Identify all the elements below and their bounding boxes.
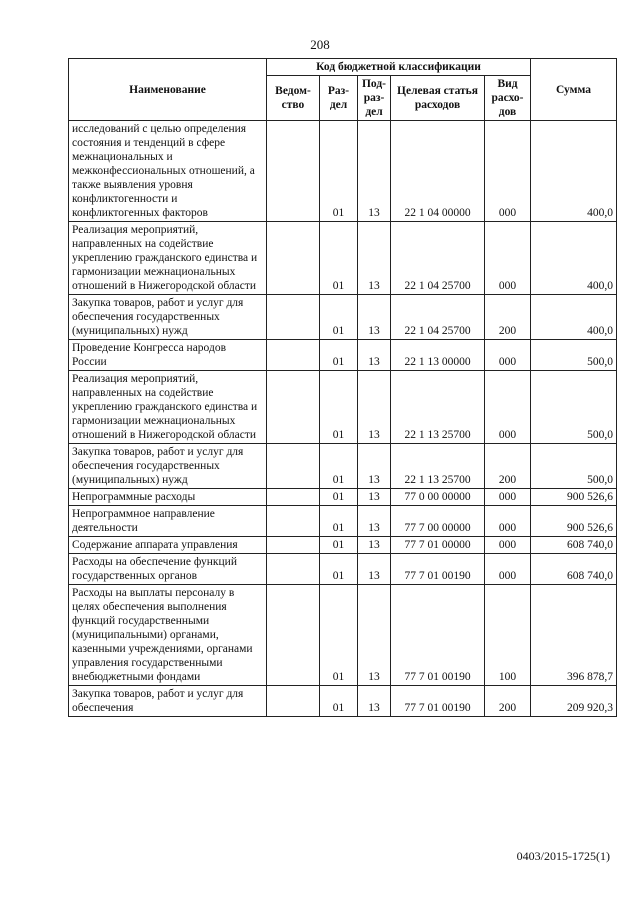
row-sum: 608 740,0: [531, 554, 617, 585]
row-podrazdel: 13: [358, 121, 391, 222]
table-row: [69, 554, 617, 585]
row-target-article: 22 1 04 25700: [391, 295, 485, 340]
row-name: Проведение Конгресса народов России: [69, 340, 267, 371]
table-row: [69, 585, 617, 686]
header-vedomstvo: Ведом-ство: [267, 76, 320, 121]
row-sum: 396 878,7: [531, 585, 617, 686]
row-vedomstvo: [267, 371, 320, 444]
row-name: Непрограммные расходы: [69, 489, 267, 506]
row-razdel: 01: [320, 506, 358, 537]
row-podrazdel: 13: [358, 340, 391, 371]
row-vedomstvo: [267, 554, 320, 585]
header-sum: Сумма: [531, 59, 617, 121]
row-vedomstvo: [267, 686, 320, 717]
row-expense-type: 200: [485, 444, 531, 489]
row-name: Непрограммное направление деятельности: [69, 506, 267, 537]
row-podrazdel: 13: [358, 489, 391, 506]
page-number: 208: [310, 37, 330, 52]
row-podrazdel: 13: [358, 686, 391, 717]
row-name: Содержание аппарата управления: [69, 537, 267, 554]
row-vedomstvo: [267, 506, 320, 537]
row-expense-type: 000: [485, 554, 531, 585]
row-razdel: 01: [320, 121, 358, 222]
document-code: 0403/2015-1725(1): [516, 849, 610, 863]
row-expense-type: 000: [485, 537, 531, 554]
row-expense-type: 200: [485, 686, 531, 717]
table-row: [69, 506, 617, 537]
row-vedomstvo: [267, 222, 320, 295]
table-row: [69, 340, 617, 371]
row-podrazdel: 13: [358, 444, 391, 489]
row-target-article: 77 0 00 00000: [391, 489, 485, 506]
row-target-article: 77 7 01 00190: [391, 686, 485, 717]
table-header: [69, 59, 617, 121]
budget-table: [68, 58, 617, 717]
row-expense-type: 200: [485, 295, 531, 340]
row-razdel: 01: [320, 554, 358, 585]
row-expense-type: 000: [485, 340, 531, 371]
row-razdel: 01: [320, 295, 358, 340]
table-body: [69, 121, 617, 717]
row-expense-type: 000: [485, 506, 531, 537]
row-razdel: 01: [320, 340, 358, 371]
table-row: [69, 121, 617, 222]
row-razdel: 01: [320, 489, 358, 506]
row-sum: 900 526,6: [531, 489, 617, 506]
row-sum: 900 526,6: [531, 506, 617, 537]
header-expense-type: Вид расхо-дов: [485, 76, 531, 121]
row-vedomstvo: [267, 121, 320, 222]
row-name: Реализация мероприятий, направленных на содействие укреплению гражданского единства и гармонизации межнациональных отношений в Нижегородской области: [69, 222, 267, 295]
row-target-article: 22 1 04 25700: [391, 222, 485, 295]
header-podrazdel: Под-раз-дел: [358, 76, 391, 121]
row-vedomstvo: [267, 585, 320, 686]
row-target-article: 77 7 01 00190: [391, 585, 485, 686]
row-podrazdel: 13: [358, 585, 391, 686]
header-razdel: Раз-дел: [320, 76, 358, 121]
row-sum: 209 920,3: [531, 686, 617, 717]
header-target-article: Целевая статья расходов: [391, 76, 485, 121]
row-name: исследований с целью определения состояния и тенденций в сфере межнациональных и межконфессиональных отношений, а также выявления уровня конфликтогенности и конфликтогенных факторов: [69, 121, 267, 222]
row-expense-type: 000: [485, 121, 531, 222]
row-expense-type: 000: [485, 371, 531, 444]
row-podrazdel: 13: [358, 537, 391, 554]
row-name: Реализация мероприятий, направленных на содействие укреплению гражданского единства и гармонизации межнациональных отношений в Нижегородской области: [69, 371, 267, 444]
row-sum: 608 740,0: [531, 537, 617, 554]
row-podrazdel: 13: [358, 554, 391, 585]
row-name: Закупка товаров, работ и услуг для обеспечения государственных (муниципальных) нужд: [69, 444, 267, 489]
row-vedomstvo: [267, 340, 320, 371]
row-sum: 400,0: [531, 222, 617, 295]
row-name: Расходы на обеспечение функций государственных органов: [69, 554, 267, 585]
table-row: [69, 295, 617, 340]
table-row: [69, 444, 617, 489]
table-row: [69, 222, 617, 295]
row-razdel: 01: [320, 222, 358, 295]
row-vedomstvo: [267, 537, 320, 554]
row-target-article: 22 1 13 25700: [391, 444, 485, 489]
row-expense-type: 100: [485, 585, 531, 686]
row-target-article: 77 7 01 00190: [391, 554, 485, 585]
header-name: Наименование: [69, 59, 267, 121]
row-sum: 500,0: [531, 444, 617, 489]
row-target-article: 22 1 13 25700: [391, 371, 485, 444]
row-target-article: 77 7 00 00000: [391, 506, 485, 537]
row-razdel: 01: [320, 585, 358, 686]
header-classification-group: Код бюджетной классификации: [267, 59, 531, 76]
row-vedomstvo: [267, 295, 320, 340]
row-sum: 500,0: [531, 340, 617, 371]
table-row: [69, 686, 617, 717]
row-name: Закупка товаров, работ и услуг для обеспечения государственных (муниципальных) нужд: [69, 295, 267, 340]
row-vedomstvo: [267, 489, 320, 506]
row-expense-type: 000: [485, 489, 531, 506]
row-name: Закупка товаров, работ и услуг для обеспечения: [69, 686, 267, 717]
row-podrazdel: 13: [358, 371, 391, 444]
table-row: [69, 371, 617, 444]
row-podrazdel: 13: [358, 222, 391, 295]
row-razdel: 01: [320, 686, 358, 717]
row-sum: 500,0: [531, 371, 617, 444]
row-target-article: 22 1 13 00000: [391, 340, 485, 371]
table-row: [69, 489, 617, 506]
row-podrazdel: 13: [358, 295, 391, 340]
row-sum: 400,0: [531, 295, 617, 340]
row-target-article: 22 1 04 00000: [391, 121, 485, 222]
row-razdel: 01: [320, 371, 358, 444]
row-sum: 400,0: [531, 121, 617, 222]
row-podrazdel: 13: [358, 506, 391, 537]
row-vedomstvo: [267, 444, 320, 489]
row-razdel: 01: [320, 444, 358, 489]
row-razdel: 01: [320, 537, 358, 554]
row-expense-type: 000: [485, 222, 531, 295]
table-row: [69, 537, 617, 554]
row-target-article: 77 7 01 00000: [391, 537, 485, 554]
row-name: Расходы на выплаты персоналу в целях обеспечения выполнения функций государственными (муниципальными) органами, казенными учреждениями, органами управления государственными внебюджетными фондами: [69, 585, 267, 686]
